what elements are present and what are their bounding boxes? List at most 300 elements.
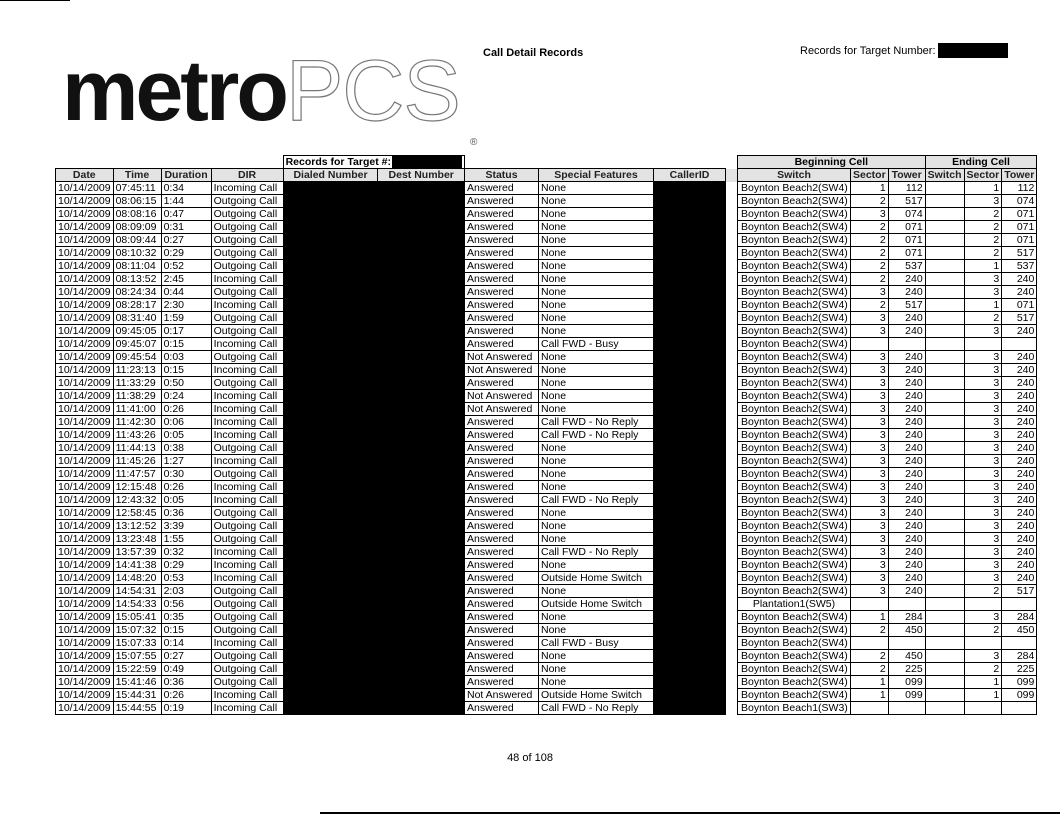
cell-status: Answered: [464, 338, 538, 351]
cell-time: 08:11:04: [113, 260, 161, 273]
cell-end-switch: [925, 650, 964, 663]
cell-end-tower: 225: [1002, 663, 1037, 676]
redacted-dest-number: [378, 520, 465, 533]
redacted-dialed-number: [283, 533, 378, 546]
table-header-top: [56, 156, 1037, 169]
cell-begin-switch: Boynton Beach2(SW4): [737, 663, 850, 676]
cell-end-switch: [925, 585, 964, 598]
cell-time: 09:45:05: [113, 325, 161, 338]
cell-date: 10/14/2009: [56, 390, 114, 403]
cell-begin-sector: 3: [850, 533, 888, 546]
redacted-caller-id: [653, 364, 725, 377]
cell-end-sector: 3: [964, 286, 1002, 299]
cell-duration: 0:56: [161, 598, 211, 611]
redaction-block: [392, 156, 462, 168]
table-row: [56, 585, 1037, 598]
cell-dir: Incoming Call: [211, 182, 283, 195]
cell-end-sector: 3: [964, 494, 1002, 507]
cell-end-switch: [925, 468, 964, 481]
col-status: Status: [464, 169, 538, 182]
cell-end-switch: [925, 546, 964, 559]
redacted-caller-id: [653, 598, 725, 611]
cell-status: Answered: [464, 195, 538, 208]
cell-status: Answered: [464, 611, 538, 624]
cell-end-tower: 240: [1002, 273, 1037, 286]
cell-end-sector: 3: [964, 403, 1002, 416]
cell-end-sector: 2: [964, 234, 1002, 247]
cell-special-features: None: [538, 234, 653, 247]
cell-begin-switch: Boynton Beach2(SW4): [737, 312, 850, 325]
target-number-label: Records for Target Number:: [800, 44, 936, 57]
cell-end-switch: [925, 676, 964, 689]
table-row: [56, 208, 1037, 221]
redacted-dest-number: [378, 468, 465, 481]
redaction-block: [938, 43, 1008, 58]
cell-status: Not Answered: [464, 390, 538, 403]
cell-duration: 0:47: [161, 208, 211, 221]
cell-duration: 0:15: [161, 338, 211, 351]
cell-status: Answered: [464, 650, 538, 663]
cell-begin-sector: 3: [850, 351, 888, 364]
cell-end-sector: 3: [964, 507, 1002, 520]
cell-special-features: Call FWD - No Reply: [538, 702, 653, 715]
cell-time: 08:09:09: [113, 221, 161, 234]
redacted-dest-number: [378, 403, 465, 416]
redacted-caller-id: [653, 702, 725, 715]
cell-duration: 0:24: [161, 390, 211, 403]
cell-end-sector: 3: [964, 572, 1002, 585]
cell-end-switch: [925, 338, 964, 351]
cell-begin-tower: 240: [888, 442, 925, 455]
cell-special-features: None: [538, 468, 653, 481]
redacted-dialed-number: [283, 520, 378, 533]
cell-date: 10/14/2009: [56, 182, 114, 195]
cell-end-switch: [925, 611, 964, 624]
cell-end-sector: 3: [964, 390, 1002, 403]
call-detail-table: [55, 155, 1037, 715]
cell-date: 10/14/2009: [56, 429, 114, 442]
cell-duration: 2:45: [161, 273, 211, 286]
redacted-dialed-number: [283, 507, 378, 520]
redacted-dialed-number: [283, 403, 378, 416]
cell-end-tower: 240: [1002, 533, 1037, 546]
cell-end-switch: [925, 195, 964, 208]
redacted-dialed-number: [283, 351, 378, 364]
cell-begin-switch: Boynton Beach2(SW4): [737, 364, 850, 377]
redacted-dest-number: [378, 286, 465, 299]
cell-end-tower: 240: [1002, 429, 1037, 442]
cell-end-sector: 2: [964, 221, 1002, 234]
cell-status: Answered: [464, 429, 538, 442]
cell-begin-tower: 240: [888, 481, 925, 494]
redacted-dialed-number: [283, 286, 378, 299]
redacted-caller-id: [653, 585, 725, 598]
cell-begin-sector: 2: [850, 234, 888, 247]
cell-special-features: None: [538, 455, 653, 468]
cell-end-sector: 3: [964, 416, 1002, 429]
cell-end-switch: [925, 403, 964, 416]
cell-end-switch: [925, 273, 964, 286]
cell-begin-tower: 240: [888, 494, 925, 507]
redacted-dialed-number: [283, 611, 378, 624]
cell-status: Answered: [464, 637, 538, 650]
cell-duration: 1:44: [161, 195, 211, 208]
cell-begin-switch: Boynton Beach2(SW4): [737, 468, 850, 481]
cell-begin-sector: 3: [850, 520, 888, 533]
cell-date: 10/14/2009: [56, 416, 114, 429]
cell-begin-sector: 2: [850, 650, 888, 663]
cell-begin-sector: 2: [850, 260, 888, 273]
cell-begin-switch: Boynton Beach2(SW4): [737, 260, 850, 273]
cell-end-switch: [925, 351, 964, 364]
cell-begin-switch: Boynton Beach2(SW4): [737, 286, 850, 299]
cell-date: 10/14/2009: [56, 520, 114, 533]
cell-end-sector: 3: [964, 442, 1002, 455]
cell-duration: 0:17: [161, 325, 211, 338]
cell-date: 10/14/2009: [56, 273, 114, 286]
redacted-caller-id: [653, 520, 725, 533]
cell-status: Answered: [464, 494, 538, 507]
redacted-dialed-number: [283, 260, 378, 273]
cell-begin-sector: 1: [850, 676, 888, 689]
cell-status: Answered: [464, 559, 538, 572]
cell-begin-switch: Boynton Beach2(SW4): [737, 650, 850, 663]
redacted-dest-number: [378, 624, 465, 637]
cell-begin-tower: 240: [888, 429, 925, 442]
cell-begin-switch: Boynton Beach2(SW4): [737, 676, 850, 689]
table-row: [56, 572, 1037, 585]
cell-begin-sector: 3: [850, 416, 888, 429]
cell-special-features: None: [538, 221, 653, 234]
cell-special-features: Call FWD - No Reply: [538, 429, 653, 442]
cell-begin-sector: 3: [850, 559, 888, 572]
cell-time: 08:09:44: [113, 234, 161, 247]
cell-special-features: None: [538, 611, 653, 624]
cell-dir: Outgoing Call: [211, 195, 283, 208]
cell-begin-switch: Boynton Beach2(SW4): [737, 416, 850, 429]
cell-begin-switch: Boynton Beach2(SW4): [737, 390, 850, 403]
redacted-caller-id: [653, 312, 725, 325]
cell-end-switch: [925, 559, 964, 572]
cell-duration: 3:39: [161, 520, 211, 533]
cell-end-tower: 240: [1002, 507, 1037, 520]
cell-duration: 1:27: [161, 455, 211, 468]
top-rule: [0, 0, 70, 1]
cell-dir: Incoming Call: [211, 481, 283, 494]
cell-time: 14:54:33: [113, 598, 161, 611]
cell-begin-tower: 240: [888, 572, 925, 585]
cell-begin-tower: [888, 598, 925, 611]
col-time: Time: [113, 169, 161, 182]
cell-time: 09:45:54: [113, 351, 161, 364]
cell-end-sector: 1: [964, 182, 1002, 195]
cell-end-tower: 240: [1002, 364, 1037, 377]
cell-end-sector: [964, 637, 1002, 650]
cell-begin-tower: 240: [888, 455, 925, 468]
table-row: [56, 416, 1037, 429]
cell-begin-sector: 3: [850, 403, 888, 416]
redacted-caller-id: [653, 182, 725, 195]
cell-end-switch: [925, 455, 964, 468]
cell-time: 13:57:39: [113, 546, 161, 559]
cell-dir: Outgoing Call: [211, 598, 283, 611]
cell-time: 15:44:31: [113, 689, 161, 702]
cell-special-features: Outside Home Switch: [538, 689, 653, 702]
cell-status: Answered: [464, 273, 538, 286]
cell-begin-tower: 240: [888, 403, 925, 416]
table-row: [56, 598, 1037, 611]
cell-date: 10/14/2009: [56, 481, 114, 494]
cell-dir: Incoming Call: [211, 390, 283, 403]
cell-status: Answered: [464, 663, 538, 676]
cell-begin-sector: 3: [850, 325, 888, 338]
cell-dir: Outgoing Call: [211, 663, 283, 676]
table-row: [56, 299, 1037, 312]
table-row: [56, 338, 1037, 351]
cell-begin-tower: 240: [888, 559, 925, 572]
cell-dir: Incoming Call: [211, 494, 283, 507]
cell-date: 10/14/2009: [56, 351, 114, 364]
cell-time: 11:44:13: [113, 442, 161, 455]
cell-end-tower: 517: [1002, 585, 1037, 598]
redacted-dest-number: [378, 546, 465, 559]
redacted-dest-number: [378, 312, 465, 325]
col-begin-tower: Tower: [888, 169, 925, 182]
cell-begin-tower: 240: [888, 273, 925, 286]
redacted-caller-id: [653, 637, 725, 650]
cell-begin-switch: Boynton Beach2(SW4): [737, 273, 850, 286]
cell-special-features: None: [538, 286, 653, 299]
cell-end-switch: [925, 520, 964, 533]
cell-status: Answered: [464, 234, 538, 247]
cell-begin-sector: 3: [850, 312, 888, 325]
cell-date: 10/14/2009: [56, 611, 114, 624]
cell-begin-tower: 450: [888, 624, 925, 637]
table-row: [56, 364, 1037, 377]
cell-duration: 0:19: [161, 702, 211, 715]
cell-special-features: None: [538, 325, 653, 338]
col-dest-number: Dest Number: [378, 169, 465, 182]
cell-special-features: Call FWD - No Reply: [538, 494, 653, 507]
cell-end-tower: 071: [1002, 299, 1037, 312]
cell-duration: 0:05: [161, 429, 211, 442]
cell-begin-switch: Boynton Beach2(SW4): [737, 507, 850, 520]
cell-end-tower: 240: [1002, 351, 1037, 364]
cell-begin-sector: 3: [850, 572, 888, 585]
cell-end-tower: [1002, 598, 1037, 611]
cell-date: 10/14/2009: [56, 676, 114, 689]
cell-end-switch: [925, 234, 964, 247]
cell-dir: Outgoing Call: [211, 442, 283, 455]
redacted-caller-id: [653, 546, 725, 559]
cell-begin-switch: Boynton Beach2(SW4): [737, 195, 850, 208]
cell-time: 12:43:32: [113, 494, 161, 507]
table-row: [56, 611, 1037, 624]
redacted-dialed-number: [283, 624, 378, 637]
cell-end-sector: 3: [964, 273, 1002, 286]
redacted-dest-number: [378, 299, 465, 312]
cell-end-sector: 3: [964, 533, 1002, 546]
cell-begin-switch: Boynton Beach2(SW4): [737, 624, 850, 637]
cell-end-tower: 284: [1002, 611, 1037, 624]
cell-dir: Incoming Call: [211, 338, 283, 351]
cell-time: 14:41:38: [113, 559, 161, 572]
redacted-dialed-number: [283, 650, 378, 663]
cell-begin-sector: 3: [850, 377, 888, 390]
table-row: [56, 676, 1037, 689]
cell-end-sector: [964, 598, 1002, 611]
cell-begin-tower: 074: [888, 208, 925, 221]
redacted-dest-number: [378, 390, 465, 403]
cell-duration: 0:26: [161, 403, 211, 416]
cell-end-tower: 450: [1002, 624, 1037, 637]
cell-end-tower: 240: [1002, 520, 1037, 533]
cell-status: Answered: [464, 260, 538, 273]
cell-status: Answered: [464, 221, 538, 234]
cell-end-tower: 240: [1002, 403, 1037, 416]
cell-status: Answered: [464, 598, 538, 611]
cell-begin-tower: 240: [888, 351, 925, 364]
cell-special-features: None: [538, 195, 653, 208]
cell-status: Answered: [464, 377, 538, 390]
cell-begin-sector: 2: [850, 221, 888, 234]
table-header-columns: [56, 169, 1037, 182]
cell-begin-sector: [850, 338, 888, 351]
cell-begin-tower: 225: [888, 663, 925, 676]
redacted-caller-id: [653, 494, 725, 507]
cell-begin-tower: 450: [888, 650, 925, 663]
table-row: [56, 247, 1037, 260]
cell-date: 10/14/2009: [56, 364, 114, 377]
metropcs-logo: metroPCS ®: [62, 43, 478, 148]
redacted-dest-number: [378, 507, 465, 520]
cell-special-features: None: [538, 390, 653, 403]
cell-duration: 0:49: [161, 663, 211, 676]
redacted-caller-id: [653, 195, 725, 208]
col-end-switch: Switch: [925, 169, 964, 182]
cell-begin-sector: 3: [850, 494, 888, 507]
cell-end-sector: 3: [964, 481, 1002, 494]
cell-begin-sector: 2: [850, 663, 888, 676]
redacted-dialed-number: [283, 559, 378, 572]
cell-special-features: Call FWD - No Reply: [538, 416, 653, 429]
cell-duration: 0:38: [161, 442, 211, 455]
table-row: [56, 429, 1037, 442]
cell-time: 15:07:55: [113, 650, 161, 663]
cell-end-tower: 240: [1002, 559, 1037, 572]
cell-special-features: None: [538, 377, 653, 390]
cell-begin-tower: 240: [888, 585, 925, 598]
cell-date: 10/14/2009: [56, 702, 114, 715]
cell-status: Answered: [464, 676, 538, 689]
cell-begin-tower: 240: [888, 546, 925, 559]
cell-begin-sector: 3: [850, 286, 888, 299]
redacted-dialed-number: [283, 598, 378, 611]
cell-begin-switch: Boynton Beach2(SW4): [737, 403, 850, 416]
cell-time: 15:07:32: [113, 624, 161, 637]
cell-begin-tower: 537: [888, 260, 925, 273]
cell-begin-tower: 240: [888, 390, 925, 403]
cell-duration: 1:55: [161, 533, 211, 546]
cell-status: Answered: [464, 507, 538, 520]
cell-special-features: None: [538, 663, 653, 676]
cell-duration: 0:35: [161, 611, 211, 624]
cell-dir: Outgoing Call: [211, 325, 283, 338]
cell-begin-switch: Boynton Beach2(SW4): [737, 559, 850, 572]
cell-end-tower: 071: [1002, 208, 1037, 221]
cell-end-sector: 1: [964, 299, 1002, 312]
cell-dir: Outgoing Call: [211, 650, 283, 663]
redacted-dialed-number: [283, 299, 378, 312]
cell-dir: Incoming Call: [211, 273, 283, 286]
redacted-dest-number: [378, 494, 465, 507]
cell-begin-switch: Boynton Beach2(SW4): [737, 377, 850, 390]
cell-time: 08:10:32: [113, 247, 161, 260]
redacted-caller-id: [653, 481, 725, 494]
redacted-dest-number: [378, 533, 465, 546]
cell-date: 10/14/2009: [56, 325, 114, 338]
cell-status: Answered: [464, 533, 538, 546]
cell-end-tower: 284: [1002, 650, 1037, 663]
cell-date: 10/14/2009: [56, 650, 114, 663]
cell-date: 10/14/2009: [56, 234, 114, 247]
cell-end-switch: [925, 702, 964, 715]
redacted-dest-number: [378, 247, 465, 260]
col-begin-switch: Switch: [737, 169, 850, 182]
table-row: [56, 325, 1037, 338]
cell-end-sector: 1: [964, 260, 1002, 273]
col-end-sector: Sector: [964, 169, 1002, 182]
cell-end-sector: 2: [964, 585, 1002, 598]
cell-begin-tower: 240: [888, 520, 925, 533]
redacted-dest-number: [378, 351, 465, 364]
cell-end-switch: [925, 442, 964, 455]
cell-end-switch: [925, 312, 964, 325]
cell-end-sector: 3: [964, 611, 1002, 624]
redacted-dialed-number: [283, 689, 378, 702]
cell-special-features: None: [538, 260, 653, 273]
cell-end-sector: 3: [964, 364, 1002, 377]
cell-end-switch: [925, 364, 964, 377]
cell-begin-sector: 2: [850, 624, 888, 637]
cell-dir: Outgoing Call: [211, 520, 283, 533]
cell-status: Answered: [464, 208, 538, 221]
cell-end-sector: 2: [964, 247, 1002, 260]
cell-begin-switch: Boynton Beach2(SW4): [737, 637, 850, 650]
cell-end-switch: [925, 390, 964, 403]
cell-time: 11:45:26: [113, 455, 161, 468]
cell-end-switch: [925, 377, 964, 390]
cell-special-features: None: [538, 624, 653, 637]
redacted-dest-number: [378, 442, 465, 455]
cell-end-tower: 240: [1002, 286, 1037, 299]
redacted-dialed-number: [283, 429, 378, 442]
cell-end-tower: 071: [1002, 221, 1037, 234]
cell-special-features: None: [538, 442, 653, 455]
redacted-caller-id: [653, 390, 725, 403]
cell-begin-tower: 240: [888, 507, 925, 520]
table-row: [56, 507, 1037, 520]
cell-end-sector: 2: [964, 312, 1002, 325]
cell-special-features: None: [538, 208, 653, 221]
cell-status: Answered: [464, 312, 538, 325]
cell-end-tower: 240: [1002, 377, 1037, 390]
cell-begin-tower: 240: [888, 325, 925, 338]
cell-status: Not Answered: [464, 403, 538, 416]
cell-begin-switch: Boynton Beach2(SW4): [737, 325, 850, 338]
cell-special-features: None: [538, 247, 653, 260]
cell-begin-tower: 240: [888, 312, 925, 325]
